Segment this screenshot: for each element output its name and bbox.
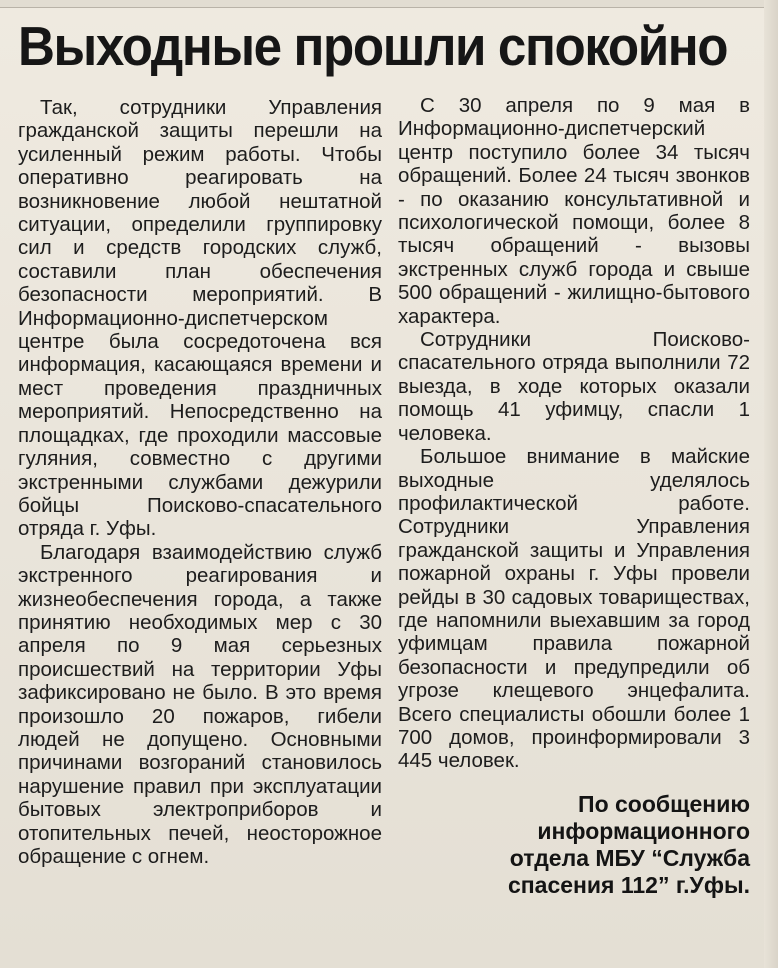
article-paragraph: Большое внимание в майские выходные уделялось профилактической работе. Сотрудники Управления гражданской защиты и Управления пожарной охраны г. Уфы провели рейды в 30 садовых товариществах, где напомнили выехавшим за город уфимцам правила пожарной безопасности и предупредили об угрозе клещевого энцефалита. Всего специалисты обошли более 1 700 домов, проинформировали 3 445 человек.	[398, 445, 750, 773]
previous-article-edge	[0, 0, 778, 8]
article-source-signature: По сообщению информационного отдела МБУ “Служба спасения 112” г.Уфы.	[507, 790, 750, 898]
article-paragraph: Сотрудники Поисково-спасательного отряда выполнили 72 выезда, в ходе которых оказали помощь 41 уфимцу, спасли 1 человека.	[398, 328, 750, 445]
article-paragraph: Так, сотрудники Управления гражданской защиты перешли на усиленный режим работы. Чтобы оперативно реагировать на возникновение любой нештатной ситуации, определили группировку сил и средств городских служб, составили план обеспечения безопасности мероприятий. В Информационно-диспетчерском центре была сосредоточена вся информация, касающаяся времени и мест проведения праздничных мероприятий. Непосредственно на площадках, где проходили массовые гуляния, совместно с другими экстренными службами дежурили бойцы Поисково-спасательного отряда г. Уфы.	[18, 96, 382, 541]
page-edge	[764, 0, 778, 968]
article-paragraph: Благодаря взаимодействию служб экстренного реагирования и жизнеобеспечения города, а также принятию необходимых мер с 30 апреля по 9 мая серьезных происшествий на территории Уфы зафиксировано не было. В это время произошло 20 пожаров, гибели людей не допущено. Основными причинами возгораний становилось нарушение правил при эксплуатации бытовых электроприборов и отопительных печей, неосторожное обращение с огнем.	[18, 540, 382, 868]
article-paragraph: С 30 апреля по 9 мая в Информационно-диспетчерский центр поступило более 34 тысяч обращений. Более 24 тысяч звонков - по оказанию консультативной и психологической помощи, более 8 тысяч обращений - вызовы экстренных служб города и свыше 500 обращений - жилищно-бытового характера.	[398, 94, 750, 328]
article-column-right	[398, 94, 750, 899]
article-headline: Выходные прошли спокойно	[18, 15, 728, 77]
article-column-left	[18, 96, 382, 868]
